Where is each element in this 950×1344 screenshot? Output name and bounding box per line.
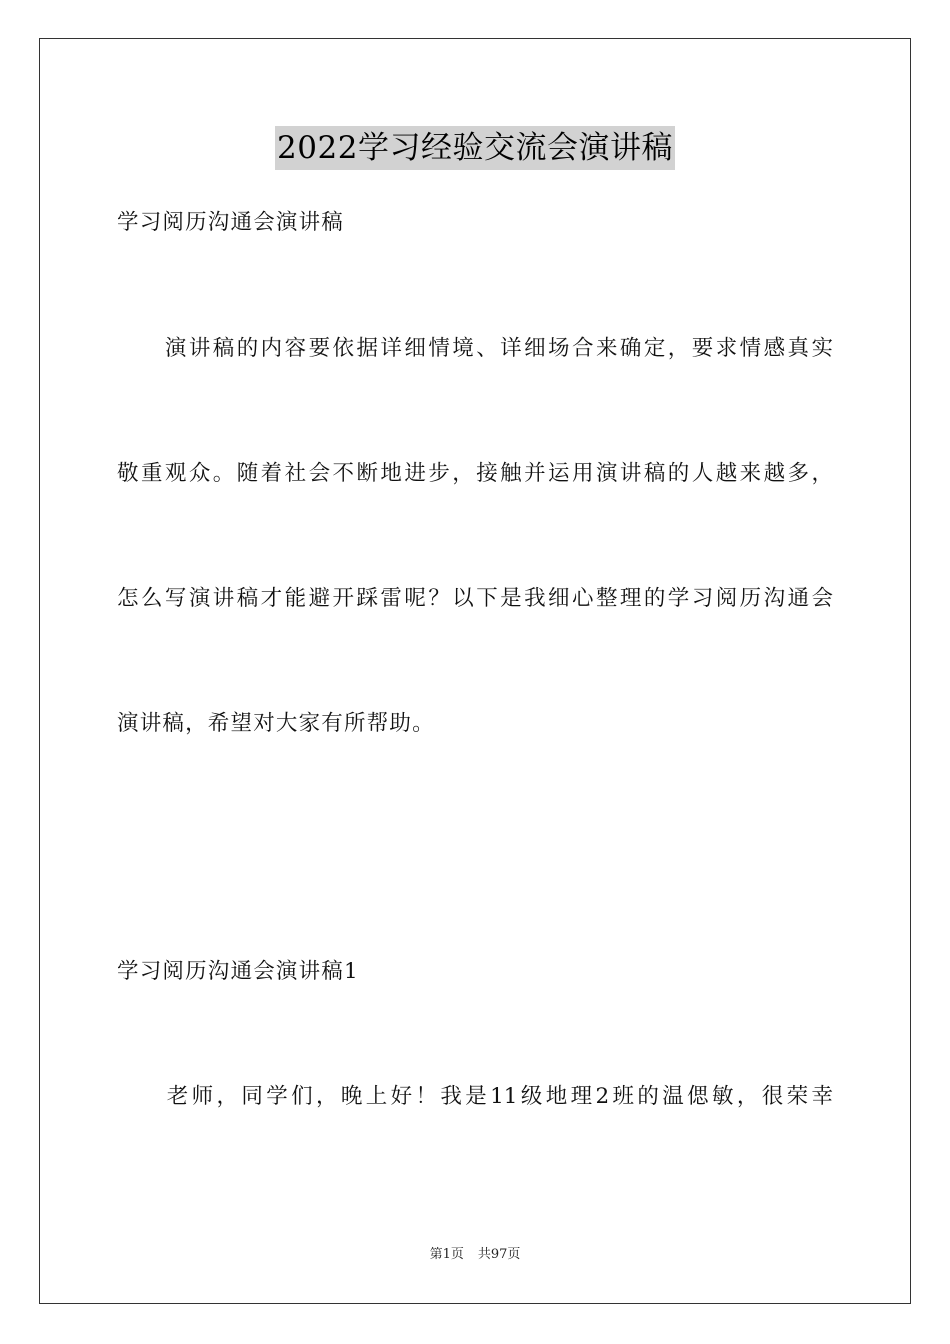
section-heading: 学习阅历沟通会演讲稿1: [117, 959, 359, 984]
intro-line-4: 演讲稿，希望对大家有所帮助。: [117, 711, 435, 736]
page-total: 共97页: [477, 1247, 521, 1262]
intro-line-3: 怎么写演讲稿才能避开踩雷呢？以下是我细心整理的学习阅历沟通会: [117, 586, 833, 611]
subtitle: 学习阅历沟通会演讲稿: [117, 210, 345, 235]
page-number: 第1页: [429, 1247, 464, 1262]
document-title: 2022学习经验交流会演讲稿: [275, 126, 675, 170]
intro-line-1: 演讲稿的内容要依据详细情境、详细场合来确定，要求情感真实: [117, 336, 833, 361]
intro-line-2: 敬重观众。随着社会不断地进步，接触并运用演讲稿的人越来越多，: [117, 461, 833, 486]
page-footer: [0, 1246, 950, 1264]
title-container: [0, 126, 950, 170]
section-paragraph-line-1: 老师，同学们，晚上好！我是11级地理2班的温偲敏，很荣幸: [117, 1084, 833, 1109]
